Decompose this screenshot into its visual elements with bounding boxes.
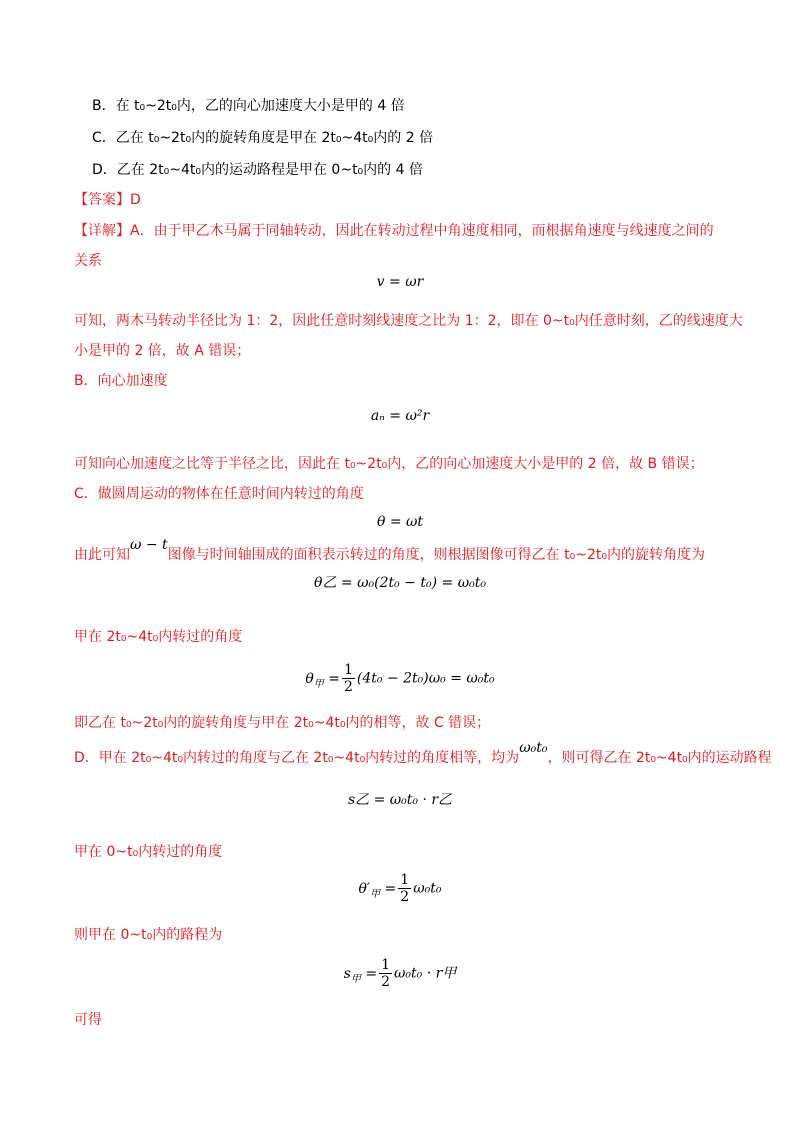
- detail-b-line2: 可知向心加速度之比等于半径之比，因此在 t₀~2t₀内，乙的向心加速度大小是甲的 2 倍，故 B 错误；: [74, 456, 704, 472]
- formula-a: aₙ = ω²r: [370, 408, 430, 424]
- s-jia-symbol: $s_甲$ =: [343, 965, 378, 985]
- formula-theta: θ = ωt: [376, 514, 424, 530]
- fraction-half-3: $\frac{1}{2}$: [381, 957, 390, 990]
- option-b: B．在 t₀~2t₀内，乙的向心加速度大小是甲的 4 倍: [92, 98, 405, 114]
- detail-c-line1: C．做圆周运动的物体在任意时间内转过的角度: [74, 486, 364, 502]
- answer-line: 【答案】D: [74, 192, 141, 208]
- s-jia-rest: ω₀t₀ · r甲: [393, 965, 457, 982]
- detail-d-line1-pre: D．甲在 2t₀~4t₀内转过的角度与乙在 2t₀~4t₀内转过的角度相等，均为: [74, 750, 520, 766]
- detail-d-line1: [74, 740, 772, 768]
- option-c: C．乙在 t₀~2t₀内的旋转角度是甲在 2t₀~4t₀内的 2 倍: [92, 130, 434, 146]
- detail-c-line2-pre: 由此可知: [74, 547, 130, 563]
- theta-prime-rest: ω₀t₀: [413, 880, 442, 897]
- detail-d-line3: 则甲在 0~t₀内的路程为: [74, 927, 223, 943]
- detail-d-line1-post: ，则可得乙在 2t₀~4t₀内的运动路程: [547, 750, 772, 766]
- theta-jia-symbol: $\theta_甲$ =: [305, 670, 340, 690]
- formula-s-yi: s乙 = ω₀t₀ · r乙: [347, 792, 453, 808]
- formula-theta-yi: θ乙 = ω₀(2t₀ − t₀) = ω₀t₀: [314, 575, 486, 591]
- option-d: D．乙在 2t₀~4t₀内的运动路程是甲在 0~t₀内的 4 倍: [92, 162, 423, 178]
- detail-c-line2: [74, 537, 734, 565]
- detail-a-line3: 可知，两木马转动半径比为 1：2，因此任意时刻线速度之比为 1：2，即在 0~t₀内任意时刻，乙的线速度大: [74, 313, 743, 329]
- detail-a-line2: 关系: [74, 253, 102, 269]
- detail-c-line2-post: 图像与时间轴围成的面积表示转过的角度，则根据图像可得乙在 t₀~2t₀内的旋转角度为: [167, 547, 705, 563]
- theta-prime-symbol: $\theta'_甲$ =: [358, 880, 397, 900]
- formula-theta-prime: [0, 872, 800, 905]
- omega-t-inline: ω − t: [130, 537, 168, 553]
- detail-d-line2: 甲在 0~t₀内转过的角度: [74, 844, 223, 860]
- fraction-half: $\frac{1}{2}$: [343, 662, 353, 695]
- detail-a-line1: 【详解】A．由于甲乙木马属于同轴转动，因此在转动过程中角速度相同，而根据角速度与线速度之间的: [74, 223, 714, 239]
- detail-b-line1: B．向心加速度: [74, 373, 168, 389]
- detail-a-line4: 小是甲的 2 倍，故 A 错误；: [74, 343, 251, 359]
- formula-theta-jia: [0, 662, 800, 695]
- theta-jia-rest: (4t₀ − 2t₀)ω₀ = ω₀t₀: [356, 670, 495, 687]
- omega0t0-inline: ω₀t₀: [519, 740, 548, 756]
- detail-c-line3: 甲在 2t₀~4t₀内转过的角度: [74, 629, 243, 645]
- detail-d-line4: 可得: [74, 1012, 102, 1028]
- detail-c-line4: 即乙在 t₀~2t₀内的旋转角度与甲在 2t₀~4t₀内的相等，故 C 错误；: [74, 715, 491, 731]
- formula-s-jia: [0, 957, 800, 990]
- fraction-half-2: $\frac{1}{2}$: [400, 872, 410, 905]
- formula-v: v = ωr: [376, 274, 424, 290]
